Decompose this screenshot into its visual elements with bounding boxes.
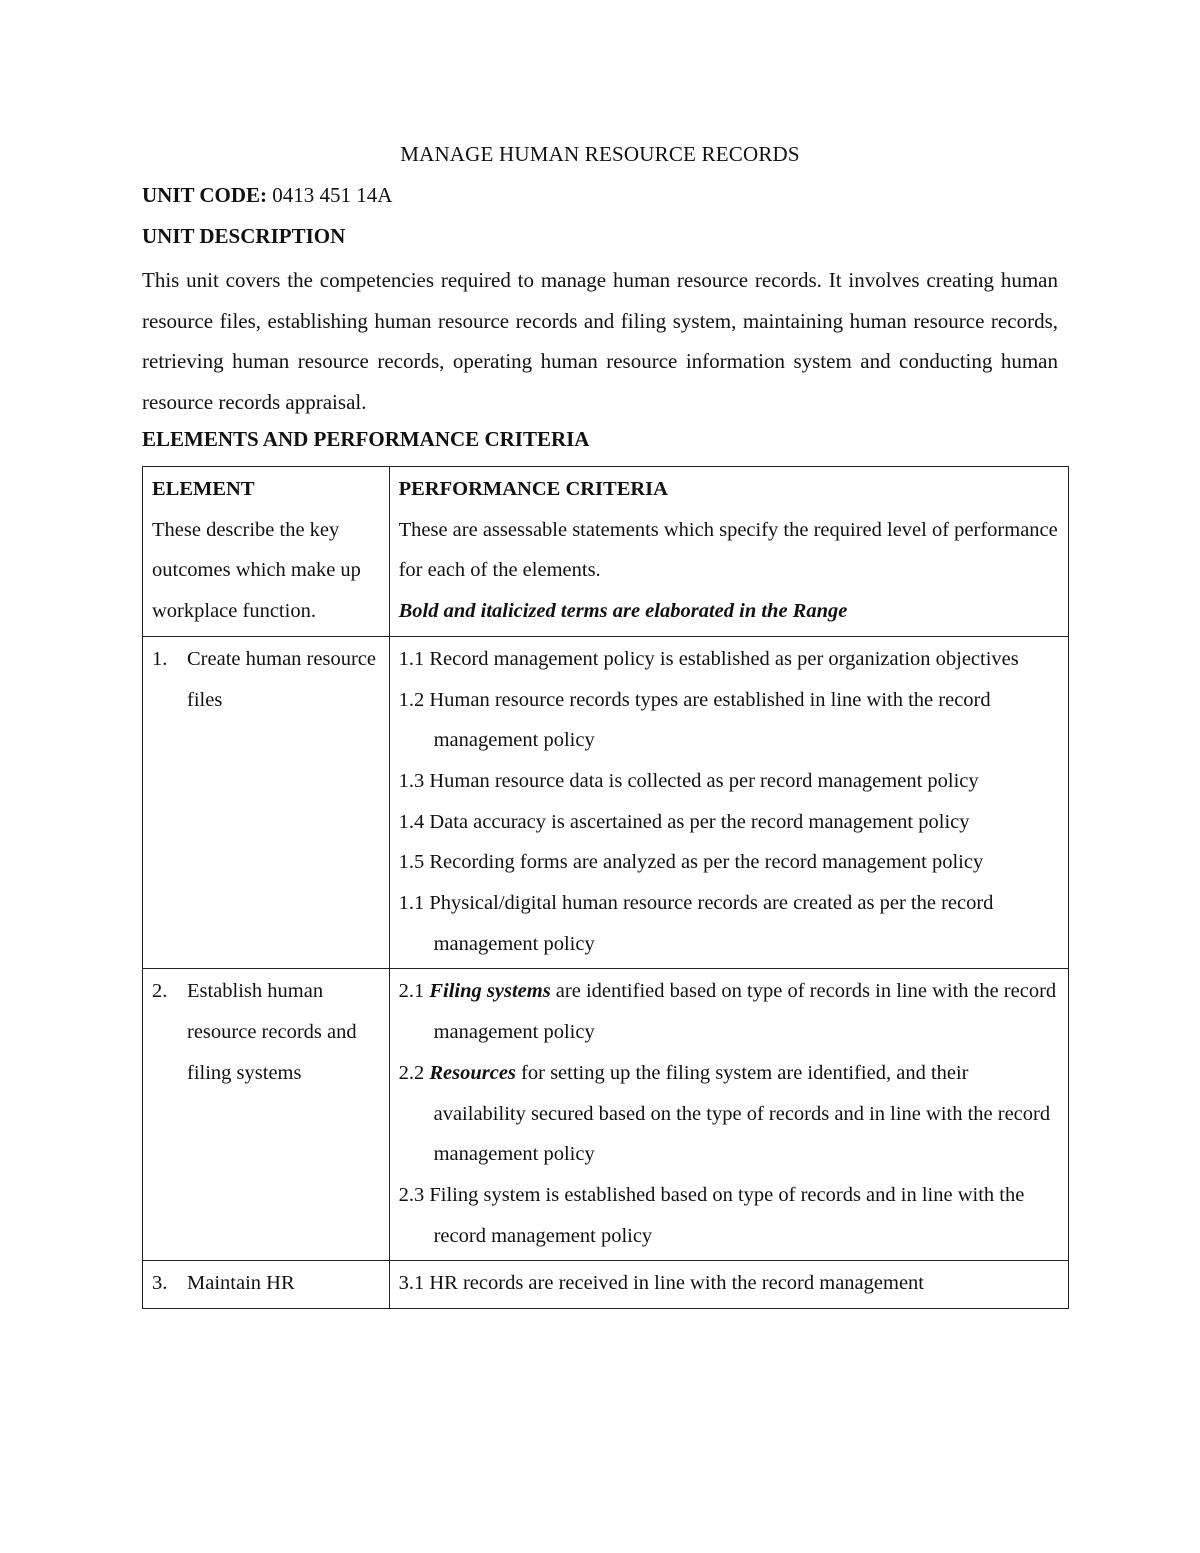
criteria-text: for setting up the filing system are identified, and their availability secured based on the type of records and in line with the record management policy [433,1061,1051,1166]
criteria-text: Data accuracy is ascertained as per the record management policy [429,810,970,833]
criteria-item [399,1053,1060,1175]
element-title: Create human resource files [187,647,376,711]
criteria-item [399,802,1060,843]
criteria-header-title: PERFORMANCE CRITERIA [398,478,668,500]
element-item [152,1263,381,1304]
criteria-number: 2.2 [398,1061,425,1084]
criteria-item [399,761,1060,802]
unit-description-heading: UNIT DESCRIPTION [142,224,346,248]
element-number: 2. [152,980,168,1003]
element-number: 1. [152,647,168,670]
range-term: Filing systems [429,980,551,1003]
criteria-number: 1.4 [398,810,425,833]
element-cell [143,969,390,1261]
criteria-number: 3.1 [398,1272,425,1295]
element-cell [143,636,390,969]
criteria-cell [389,1261,1068,1309]
criteria-header-cell [389,467,1068,637]
criteria-text: Record management policy is established as per organization objectives [429,647,1019,670]
table-row [143,1261,1069,1309]
element-title: Maintain HR [187,1272,295,1295]
unit-code-label: UNIT CODE: [142,183,268,207]
element-header-title: ELEMENT [152,478,255,500]
criteria-number: 1.2 [398,688,425,711]
criteria-text: Human resource records types are established in line with the record management policy [429,688,991,752]
criteria-header-note: Bold and italicized terms are elaborated in the Range [398,600,848,623]
criteria-text: Human resource data is collected as per record management policy [429,769,979,792]
element-header-cell [143,467,390,637]
criteria-number: 1.1 [398,647,425,670]
criteria-item [399,883,1060,964]
criteria-text: Recording forms are analyzed as per the record management policy [429,851,984,874]
criteria-number: 2.3 [398,1183,425,1206]
criteria-number: 1.3 [398,769,425,792]
criteria-item [399,971,1060,1052]
table-row [143,636,1069,969]
elements-criteria-table [142,466,1069,1309]
criteria-item [399,680,1060,761]
element-number: 3. [152,1272,168,1295]
element-item [152,971,381,1093]
table-row [143,969,1069,1261]
criteria-number: 1.5 [398,851,425,874]
element-item [152,639,381,720]
unit-description-body: This unit covers the competencies required to manage human resource records. It involves creating human resource files, establishing human resource records and filing system, maintaining human resource records, retrieving human resource records, operating human resource information system and conducting human resource records appraisal. [142,268,1058,414]
criteria-cell [389,969,1068,1261]
element-header-description: These describe the key outcomes which make up workplace function. [152,518,361,623]
table-header-row [143,467,1069,637]
criteria-text: HR records are received in line with the record management [429,1272,924,1295]
criteria-cell [389,636,1068,969]
criteria-item [399,1263,1060,1304]
criteria-number: 1.1 [398,892,425,915]
criteria-item [399,639,1060,680]
criteria-text: Filing system is established based on type of records and in line with the record management policy [429,1183,1025,1247]
element-cell [143,1261,390,1309]
criteria-header-description: These are assessable statements which specify the required level of performance for each of the elements. [398,518,1058,582]
criteria-text: Physical/digital human resource records are created as per the record management policy [429,892,994,955]
range-term: Resources [429,1061,516,1084]
unit-code-line [142,183,392,208]
unit-code-value: 0413 451 14A [272,183,393,207]
criteria-text: are identified based on type of records in line with the record management policy [433,980,1057,1044]
criteria-item [399,842,1060,883]
criteria-number: 2.1 [398,980,425,1003]
element-title: Establish human resource records and filing systems [187,980,357,1084]
elements-heading: ELEMENTS AND PERFORMANCE CRITERIA [142,427,590,451]
document-title: MANAGE HUMAN RESOURCE RECORDS [400,142,800,166]
criteria-item [399,1175,1060,1256]
